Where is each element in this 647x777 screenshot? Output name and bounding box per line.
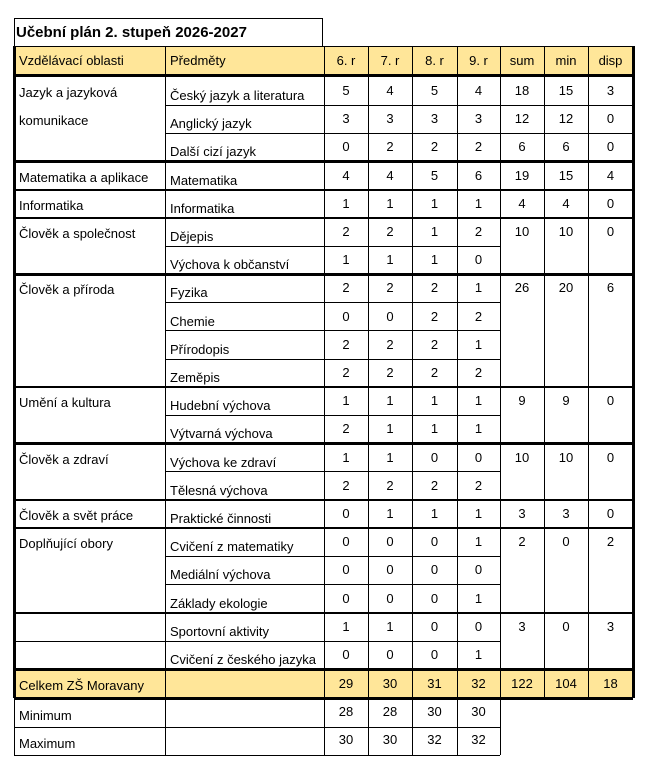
area-label: Umění a kultura <box>19 395 111 411</box>
group-min: 3 <box>562 506 570 521</box>
group-disp: 6 <box>606 280 615 296</box>
col-border <box>544 46 545 698</box>
min-value: 12 <box>558 111 574 127</box>
grade-value: 1 <box>430 224 439 239</box>
col-border <box>500 46 501 698</box>
row-separator <box>165 584 500 585</box>
row-separator <box>500 133 633 134</box>
col-border <box>165 46 166 698</box>
subject-name: Chemie <box>170 313 215 329</box>
group-min: 10 <box>558 449 574 465</box>
disp-value: 0 <box>606 139 615 155</box>
grade-value: 1 <box>474 393 483 409</box>
row-separator <box>165 246 500 247</box>
grade-value: 3 <box>342 111 350 127</box>
sum-value: 6 <box>518 139 526 155</box>
grade-value: 2 <box>342 336 350 352</box>
grade-value: 0 <box>342 534 350 550</box>
group-disp: 0 <box>606 195 615 211</box>
row-separator <box>165 105 500 106</box>
grade-value: 1 <box>474 421 483 437</box>
row-separator <box>14 755 500 756</box>
min-value: 6 <box>562 139 570 155</box>
group-min: 10 <box>558 224 574 239</box>
total-disp: 18 <box>603 676 618 692</box>
grade-value: 1 <box>430 195 439 211</box>
subject-name: Cvičení z matematiky <box>170 539 294 555</box>
header-sum: sum <box>509 53 535 68</box>
grade-value: 0 <box>386 308 394 324</box>
area-label: Jazyk a jazyková <box>19 85 118 100</box>
grade-value: 0 <box>474 618 483 634</box>
subject-name: Základy ekologie <box>170 595 268 611</box>
subject-name: Praktické činnosti <box>170 511 272 526</box>
header-min: min <box>555 53 577 68</box>
group-sum: 4 <box>518 195 526 211</box>
grade-value: 1 <box>430 393 439 409</box>
group-min: 20 <box>558 280 574 296</box>
area-label: Člověk a společnost <box>19 226 136 241</box>
grade-value: 1 <box>386 421 394 437</box>
area-label: komunikace <box>19 113 89 128</box>
group-sum: 10 <box>514 449 530 465</box>
grade-value: 1 <box>474 647 483 662</box>
group-min: 0 <box>562 618 570 634</box>
minimum-value: 28 <box>382 704 398 720</box>
border-left <box>13 46 16 698</box>
grade-value: 6 <box>474 167 483 183</box>
area-label: Matematika a aplikace <box>19 169 149 185</box>
minimum-value: 28 <box>338 704 354 720</box>
grade-value: 0 <box>386 647 394 662</box>
group-disp: 4 <box>606 167 615 183</box>
row-separator <box>165 133 500 134</box>
grade-value: 2 <box>474 365 483 380</box>
grade-value: 5 <box>430 167 439 183</box>
row-separator <box>165 556 500 557</box>
total-value: 31 <box>427 676 442 692</box>
group-disp: 0 <box>606 224 615 239</box>
row-separator <box>500 105 633 106</box>
grade-value: 2 <box>342 421 350 437</box>
area-label: Člověk a příroda <box>19 282 115 298</box>
group-min: 15 <box>558 83 574 98</box>
grade-value: 0 <box>386 590 394 606</box>
grade-value: 1 <box>386 506 394 521</box>
grade-value: 1 <box>342 449 350 465</box>
maximum-value: 32 <box>471 732 486 748</box>
grade-value: 2 <box>342 224 350 239</box>
group-disp: 0 <box>606 506 615 521</box>
row-separator <box>165 641 500 642</box>
grade-value: 1 <box>474 590 483 606</box>
col-border <box>457 698 458 755</box>
group-disp: 2 <box>606 534 615 550</box>
subject-name: Tělesná výchova <box>170 482 268 498</box>
header-g6: 6. r <box>336 53 356 68</box>
group-sum: 19 <box>514 167 530 183</box>
header-g7: 7. r <box>380 53 400 68</box>
grade-value: 0 <box>342 308 350 324</box>
col-border <box>457 46 458 698</box>
header-top-border <box>14 46 633 47</box>
grade-value: 0 <box>342 506 350 521</box>
subject-name: Výtvarná výchova <box>170 426 273 442</box>
grade-value: 0 <box>342 647 350 662</box>
area-label <box>14 621 165 637</box>
subject-name: Výchova k občanství <box>170 257 290 273</box>
total-min: 104 <box>555 676 577 692</box>
col-border <box>324 698 325 755</box>
grade-value: 4 <box>386 83 394 98</box>
group-min: 4 <box>562 195 570 211</box>
grade-value: 4 <box>386 167 394 183</box>
group-sum: 26 <box>514 280 530 296</box>
subject-name: Český jazyk a literatura <box>170 88 305 103</box>
grade-value: 1 <box>386 195 394 211</box>
grade-value: 1 <box>342 618 350 634</box>
group-min: 15 <box>558 167 574 183</box>
grade-value: 0 <box>430 618 439 634</box>
grade-value: 0 <box>342 562 350 578</box>
col-border <box>412 46 413 698</box>
subject-name: Anglický jazyk <box>170 116 252 132</box>
col-border <box>412 698 413 755</box>
grade-value: 4 <box>474 83 483 98</box>
header-disp: disp <box>598 53 623 68</box>
grade-value: 3 <box>474 111 483 127</box>
group-min: 0 <box>562 534 570 550</box>
grade-value: 2 <box>474 139 483 155</box>
grade-value: 1 <box>386 618 394 634</box>
grade-value: 1 <box>430 252 439 268</box>
grade-value: 2 <box>386 224 394 239</box>
area-label: Informatika <box>19 197 84 213</box>
grade-value: 1 <box>474 336 483 352</box>
grade-value: 1 <box>474 195 483 211</box>
grade-value: 1 <box>474 534 483 550</box>
subject-name: Fyzika <box>170 285 208 301</box>
header-g8: 8. r <box>425 53 444 68</box>
group-sum: 2 <box>518 534 526 550</box>
grade-value: 2 <box>342 280 350 296</box>
area-label: Doplňující obory <box>19 536 113 552</box>
group-min: 9 <box>562 393 570 409</box>
subject-name: Zeměpis <box>170 370 220 385</box>
grade-value: 1 <box>430 506 439 521</box>
grade-value: 1 <box>386 393 394 409</box>
row-separator <box>165 471 500 472</box>
grade-value: 0 <box>430 590 439 606</box>
grade-value: 5 <box>430 83 439 98</box>
grade-value: 1 <box>386 449 394 465</box>
grade-value: 0 <box>430 449 439 465</box>
row-separator <box>165 359 500 360</box>
col-border <box>588 46 589 698</box>
grade-value: 2 <box>386 280 394 296</box>
grade-value: 1 <box>342 252 350 268</box>
col-border <box>165 698 166 755</box>
grade-value: 1 <box>342 393 350 409</box>
grade-value: 0 <box>430 534 439 550</box>
grade-value: 2 <box>430 139 439 155</box>
row-separator <box>14 641 165 642</box>
grade-value: 2 <box>474 308 483 324</box>
grade-value: 0 <box>474 252 483 268</box>
grade-value: 0 <box>386 562 394 578</box>
grade-value: 0 <box>342 139 350 155</box>
grade-value: 2 <box>342 365 350 380</box>
grade-value: 2 <box>386 139 394 155</box>
minimum-value: 30 <box>471 704 486 720</box>
subject-name: Sportovní aktivity <box>170 623 269 639</box>
grade-value: 0 <box>342 590 350 606</box>
header-subject: Předměty <box>170 53 226 68</box>
subject-name: Dějepis <box>170 229 214 244</box>
col-border <box>368 698 369 755</box>
subject-name: Mediální výchova <box>170 567 271 583</box>
group-disp: 0 <box>606 449 615 465</box>
grade-value: 3 <box>430 111 439 127</box>
grade-value: 0 <box>474 449 483 465</box>
border-left <box>14 698 15 755</box>
group-sum: 10 <box>514 224 530 239</box>
grade-value: 0 <box>430 647 439 662</box>
grade-value: 0 <box>430 562 439 578</box>
grade-value: 2 <box>386 477 394 493</box>
grade-value: 2 <box>386 336 394 352</box>
area-label: Člověk a zdraví <box>19 451 109 467</box>
total-value: 29 <box>338 676 354 692</box>
group-sum: 3 <box>518 618 526 634</box>
grade-value: 3 <box>386 111 394 127</box>
grade-value: 1 <box>342 195 350 211</box>
grade-value: 1 <box>386 252 394 268</box>
grade-value: 5 <box>342 83 350 98</box>
group-disp: 0 <box>606 393 615 409</box>
area-label: Člověk a svět práce <box>19 508 134 523</box>
subject-name: Matematika <box>170 172 238 188</box>
maximum-value: 30 <box>338 732 354 748</box>
subject-name: Další cizí jazyk <box>170 144 256 160</box>
total-sum: 122 <box>511 676 533 692</box>
grade-value: 2 <box>474 477 483 493</box>
row-separator <box>14 727 500 728</box>
grade-value: 2 <box>386 365 394 380</box>
grade-value: 1 <box>474 280 483 296</box>
grade-value: 2 <box>430 280 439 296</box>
grade-value: 2 <box>430 308 439 324</box>
subject-name: Informatika <box>170 200 235 216</box>
row-separator <box>165 302 500 303</box>
grade-value: 1 <box>430 421 439 437</box>
page-title: Učební plán 2. stupeň 2026-2027 <box>16 24 247 41</box>
maximum-label: Maximum <box>19 736 76 752</box>
maximum-value: 30 <box>382 732 398 748</box>
maximum-value: 32 <box>427 732 442 748</box>
grade-value: 2 <box>430 477 439 493</box>
col-border <box>500 698 501 755</box>
grade-value: 2 <box>474 224 483 239</box>
group-disp: 3 <box>606 618 615 634</box>
grade-value: 2 <box>342 477 350 493</box>
col-border <box>368 46 369 698</box>
grade-value: 2 <box>430 365 439 380</box>
group-disp: 3 <box>606 83 615 98</box>
header-g9: 9. r <box>469 53 488 68</box>
group-sum: 18 <box>514 83 530 98</box>
col-border <box>324 46 325 698</box>
row-separator <box>165 415 500 416</box>
minimum-label: Minimum <box>19 708 72 724</box>
border-right <box>632 46 635 698</box>
total-value: 30 <box>382 676 398 692</box>
header-area: Vzdělávací oblasti <box>19 53 124 68</box>
minimum-value: 30 <box>427 704 442 720</box>
row-separator <box>165 330 500 331</box>
subject-name: Výchova ke zdraví <box>170 454 277 470</box>
total-value: 32 <box>471 676 486 692</box>
group-sum: 3 <box>518 506 526 521</box>
grade-value: 0 <box>474 562 483 578</box>
subject-name: Přírodopis <box>170 341 230 357</box>
disp-value: 0 <box>606 111 615 127</box>
grade-value: 0 <box>386 534 394 550</box>
group-sum: 9 <box>518 393 526 409</box>
grade-value: 2 <box>430 336 439 352</box>
grade-value: 4 <box>342 167 350 183</box>
subject-name: Hudební výchova <box>170 398 271 414</box>
grade-value: 1 <box>474 506 483 521</box>
sum-value: 12 <box>514 111 530 127</box>
subject-name: Cvičení z českého jazyka <box>170 652 316 667</box>
total-label: Celkem ZŠ Moravany <box>19 678 144 694</box>
